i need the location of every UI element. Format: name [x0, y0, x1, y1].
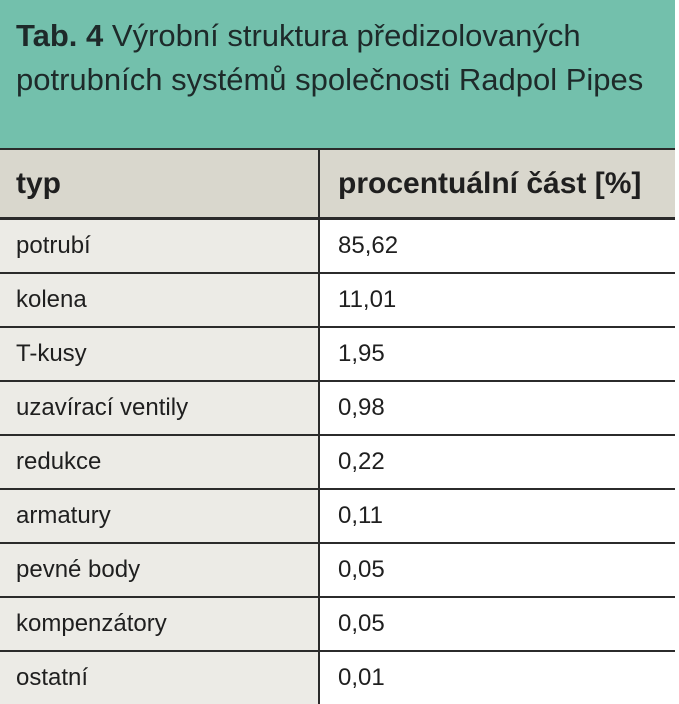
page-margin [675, 0, 679, 704]
row-value: 0,05 [320, 544, 675, 596]
table-row [0, 544, 675, 598]
row-type: uzavírací ventily [0, 382, 320, 434]
table-row [0, 220, 675, 274]
header-type: typ [0, 150, 320, 217]
row-value: 0,01 [320, 652, 675, 704]
row-type: pevné body [0, 544, 320, 596]
table-row [0, 436, 675, 490]
header-percentage: procentuální část [%] [320, 150, 675, 217]
row-type: redukce [0, 436, 320, 488]
table-row [0, 382, 675, 436]
row-value: 0,22 [320, 436, 675, 488]
table-caption [0, 0, 675, 148]
row-value: 85,62 [320, 220, 675, 272]
row-type: armatury [0, 490, 320, 542]
row-value: 11,01 [320, 274, 675, 326]
table-title: Výrobní struktura předizolovaných potrubních systémů společnosti Radpol Pipes [16, 18, 644, 97]
table-row [0, 328, 675, 382]
row-value: 0,98 [320, 382, 675, 434]
row-value: 0,05 [320, 598, 675, 650]
table-row [0, 652, 675, 704]
table-row [0, 274, 675, 328]
table-number: Tab. 4 [16, 18, 104, 53]
table-row [0, 490, 675, 544]
row-type: kolena [0, 274, 320, 326]
row-type: potrubí [0, 220, 320, 272]
row-value: 0,11 [320, 490, 675, 542]
table-row [0, 598, 675, 652]
row-type: T-kusy [0, 328, 320, 380]
row-type: ostatní [0, 652, 320, 704]
row-type: kompenzátory [0, 598, 320, 650]
table-header-row [0, 148, 675, 220]
row-value: 1,95 [320, 328, 675, 380]
